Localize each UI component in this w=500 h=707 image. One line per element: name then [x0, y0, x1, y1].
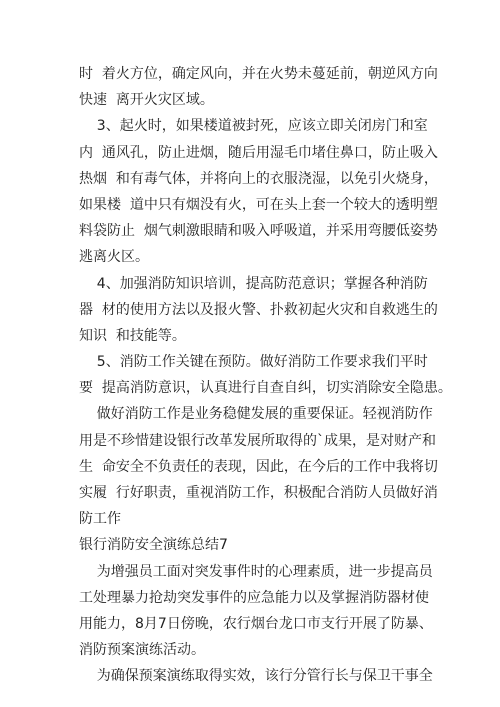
text-line: 逃离火区。 — [79, 249, 149, 266]
text-line: 实履 行好职责，重视消防工作，积极配合消防人员做好消 — [79, 485, 438, 501]
section-heading: 银行消防安全演练总结7 — [79, 537, 228, 554]
text-line: 快速 离开火灾区域。 — [79, 92, 214, 109]
text-line: 器 材的使用方法以及报火警、扑救初起火灾和自救逃生的 — [79, 301, 438, 318]
text-line: 5、消防工作关键在预防。做好消防工作要求我们平时 — [79, 354, 428, 371]
text-line: 如果楼 道中只有烟没有火，可在头上套一个较大的透明塑 — [79, 196, 438, 213]
text-line: 为增强员工面对突发事件时的心理素质，进一步提高员 — [79, 563, 433, 580]
text-line: 热烟 和有毒气体，并将向上的衣服浇湿，以免引火烧身， — [79, 170, 438, 187]
text-line: 料袋防止 烟气刺激眼睛和吸入呼吸道，并采用弯腰低姿势 — [79, 223, 438, 240]
text-line: 用是不珍惜建设银行改革发展所取得的`成果，是对财产和 — [79, 432, 436, 449]
document-body — [79, 61, 452, 690]
text-line: 防工作 — [79, 511, 121, 528]
text-line: 内 通风孔，防止进烟，随后用湿毛巾堵住鼻口，防止吸入 — [79, 144, 438, 161]
text-line: 3、起火时，如果楼道被封死，应该立即关闭房门和室 — [79, 118, 428, 135]
text-line: 生 命安全不负责任的表现，因此，在今后的工作中我将切 — [79, 458, 438, 475]
text-line: 知识 和技能等。 — [79, 327, 186, 344]
text-line: 做好消防工作是业务稳健发展的重要保证。轻视消防作 — [79, 406, 433, 423]
text-line: 工处理暴力抢劫突发事件的应急能力以及掌握消防器材使 — [79, 589, 429, 606]
text-line: 时 着火方位，确定风向，并在火势未蔓延前，朝逆风方向 — [79, 66, 438, 82]
text-line: 要 提高消防意识，认真进行自查自纠，切实消除安全隐患。 — [79, 380, 452, 397]
text-line: 用能力，8月7日傍晚，农行烟台龙口市支行开展了防暴、 — [79, 615, 433, 632]
text-line: 消防预案演练活动。 — [79, 642, 205, 659]
text-line: 4、加强消防知识培训，提高防范意识；掌握各种消防 — [79, 275, 428, 292]
text-line: 为确保预案演练取得实效，该行分管行长与保卫干事全 — [79, 668, 433, 685]
